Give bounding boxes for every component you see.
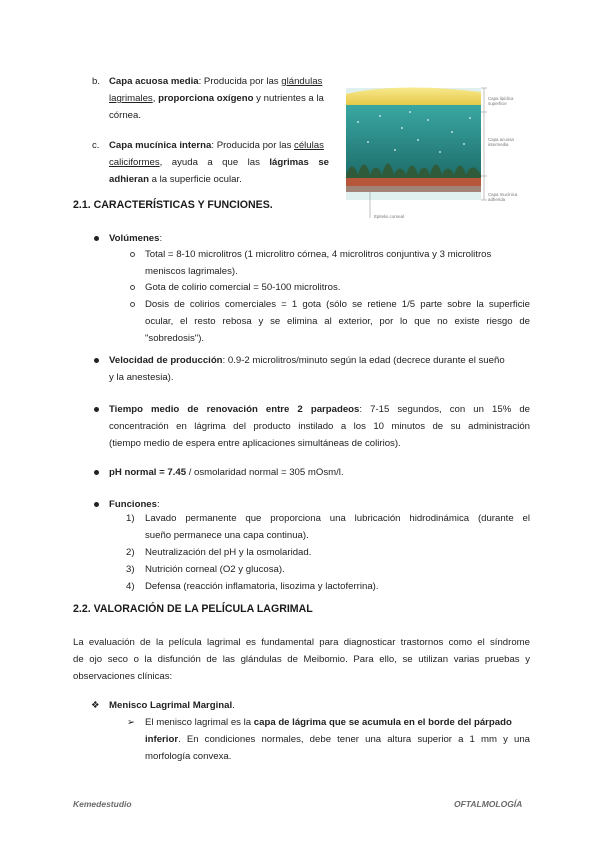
tiempo-paragraph: [109, 401, 530, 452]
item-b-line2: [109, 90, 339, 107]
figure-label-line: superficie: [488, 101, 507, 106]
item-c-line3: [109, 171, 242, 188]
figure-label-aqueous: [488, 137, 514, 147]
funciones-num-2: 2): [126, 547, 135, 558]
text-line: (tiempo medio de espera entre aplicaciones simultáneas de colirios).: [109, 438, 401, 449]
capa-acuosa-term: Capa acuosa media: [109, 76, 199, 87]
underlined-term: lagrimales: [109, 93, 153, 104]
item-b-line3: córnea.: [109, 110, 141, 121]
underlined-term: caliciformes: [109, 157, 160, 168]
figure-label-epithelium: Epitelio corneal: [374, 214, 405, 219]
figure-label-line: adherida: [488, 197, 506, 202]
bullet-dot: [94, 502, 99, 507]
volumenes-term: Volúmenes: [109, 233, 160, 244]
text-span: : 7-15 segundos, con un 15% de: [359, 404, 530, 415]
item-c-line1: [109, 137, 339, 154]
epithelium-layer: [346, 178, 481, 186]
bullet-dot: [94, 236, 99, 241]
text-line: observaciones clínicas:: [73, 671, 173, 682]
section-heading-2-2: 2.2. VALORACIÓN DE LA PELÍCULA LAGRIMAL: [73, 603, 313, 615]
aqueous-layer: [346, 105, 481, 175]
footer-subject: OFTALMOLOGÍA: [454, 799, 523, 809]
menisco-term: Menisco Lagrimal Marginal: [109, 700, 233, 711]
text-line: [109, 401, 530, 418]
text-line: Dosis de colirios comerciales = 1 gota (sólo se retiene 1/5 parte sobre la superficie: [145, 299, 530, 310]
capa-mucinica-term: Capa mucínica interna: [109, 140, 212, 151]
text-span: : 0.9-2 microlitros/minuto según la edad (decrece durante el sueño: [222, 355, 505, 366]
ph-line: [109, 464, 344, 481]
volumenes-sub2: Gota de colirio comercial = 50-100 microlitros.: [145, 282, 341, 293]
figure-label-line: Capa lipídica: [488, 96, 514, 101]
sub-bullet-circle: [130, 302, 135, 307]
bold-term: Tiempo medio de renovación entre 2 parpadeos: [109, 404, 360, 415]
bullet-dot: [94, 407, 99, 412]
epithelium-base: [346, 186, 481, 192]
text-line: y la anestesia).: [109, 372, 174, 383]
underlined-term: células: [294, 140, 324, 151]
figure-label-lipid: [488, 96, 513, 106]
text-span: :: [159, 233, 163, 244]
funciones-item-1: [145, 510, 530, 544]
funciones-item-2: Neutralización del pH y la osmolaridad.: [145, 547, 312, 558]
menisco-heading: [109, 697, 235, 714]
text-span: :: [156, 499, 160, 510]
text-span: .: [232, 700, 235, 711]
bold-term: lágrimas se: [269, 157, 329, 168]
text-line: [145, 731, 530, 748]
figure-label-line: Capa mucínica: [488, 192, 518, 197]
underlined-term: glándulas: [281, 76, 323, 87]
intro-paragraph: [73, 634, 530, 685]
volumenes-sub1: [145, 246, 530, 280]
text-span: . En condiciones normales, debe tener una altura superior a 1 mm y una: [178, 734, 530, 745]
text-line: de ojo seco o la disfunción de las glándulas de Meibomio. Para ello, se utilizan varias pruebas y: [73, 654, 530, 665]
text-line: morfología convexa.: [145, 751, 232, 762]
text-line: La evaluación de la película lagrimal es fundamental para diagnosticar trastornos como el síndrome: [73, 637, 530, 648]
item-marker-b: b.: [92, 76, 101, 87]
text-span: : Producida por las: [198, 76, 282, 87]
text-line: sueño permanece una capa continua).: [145, 530, 309, 541]
text-span: / osmolaridad normal = 305 mOsm/l.: [186, 467, 344, 478]
bold-term: proporciona oxígeno: [158, 93, 254, 104]
arrow-bullet-icon: ➢: [127, 717, 136, 728]
text-span: , ayuda a que las: [159, 157, 270, 168]
text-line: [109, 352, 530, 369]
volumenes-sub3: [145, 296, 530, 347]
section-heading-2-1: 2.1. CARACTERÍSTICAS Y FUNCIONES.: [73, 199, 273, 211]
item-marker-c: c.: [92, 140, 100, 151]
bold-term: inferior: [145, 734, 179, 745]
bold-term: adhieran: [109, 174, 149, 185]
text-line: Lavado permanente que proporciona una lubricación hidrodinámica (durante el: [145, 513, 530, 524]
text-span: : Producida por las: [211, 140, 295, 151]
text-span: ,: [152, 93, 159, 104]
funciones-item-4: Defensa (reacción inflamatoria, lisozima y lactoferrina).: [145, 581, 379, 592]
item-b-line1: [109, 73, 331, 90]
item-c-line2: [109, 154, 329, 171]
text-line: concentración en lágrima del producto instilado a los 10 minutos de su administración: [109, 421, 530, 432]
funciones-num-3: 3): [126, 564, 135, 575]
volumenes-heading: [109, 230, 162, 247]
footer-author: Kemedestudio: [73, 799, 132, 809]
funciones-num-1: 1): [126, 513, 135, 524]
figure-label-line: intermedia: [488, 142, 509, 147]
bullet-dot: [94, 470, 99, 475]
text-span: y nutrientes a la: [253, 93, 324, 104]
text-line: meniscos lagrimales).: [145, 266, 238, 277]
text-line: "sobredosis").: [145, 333, 205, 344]
text-line: Total = 8-10 microlitros (1 microlitro córnea, 4 microlitros conjuntiva y 3 microlitros: [145, 249, 492, 260]
funciones-term: Funciones: [109, 499, 157, 510]
figure-label-line: Capa acuosa: [488, 137, 514, 142]
menisco-paragraph: [145, 714, 530, 765]
velocidad-paragraph: [109, 352, 530, 386]
tear-film-figure: [340, 80, 530, 220]
diamond-bullet-icon: ❖: [91, 700, 100, 711]
figure-label-mucin: [488, 192, 517, 202]
funciones-item-3: Nutrición corneal (O2 y glucosa).: [145, 564, 285, 575]
bold-term: Velocidad de producción: [109, 355, 223, 366]
text-span: El menisco lagrimal es la: [145, 717, 254, 728]
text-line: ocular, el resto rebosa y se elimina al exterior, por lo que no existe riesgo de: [145, 316, 530, 327]
sub-bullet-circle: [130, 252, 135, 257]
text-span: a la superficie ocular.: [149, 174, 242, 185]
bold-term: capa de lágrima que se acumula en el borde del párpado: [253, 717, 512, 728]
text-line: [145, 714, 530, 731]
funciones-num-4: 4): [126, 581, 135, 592]
bullet-dot: [94, 358, 99, 363]
bold-term: pH normal = 7.45: [109, 467, 187, 478]
sub-bullet-circle: [130, 285, 135, 290]
